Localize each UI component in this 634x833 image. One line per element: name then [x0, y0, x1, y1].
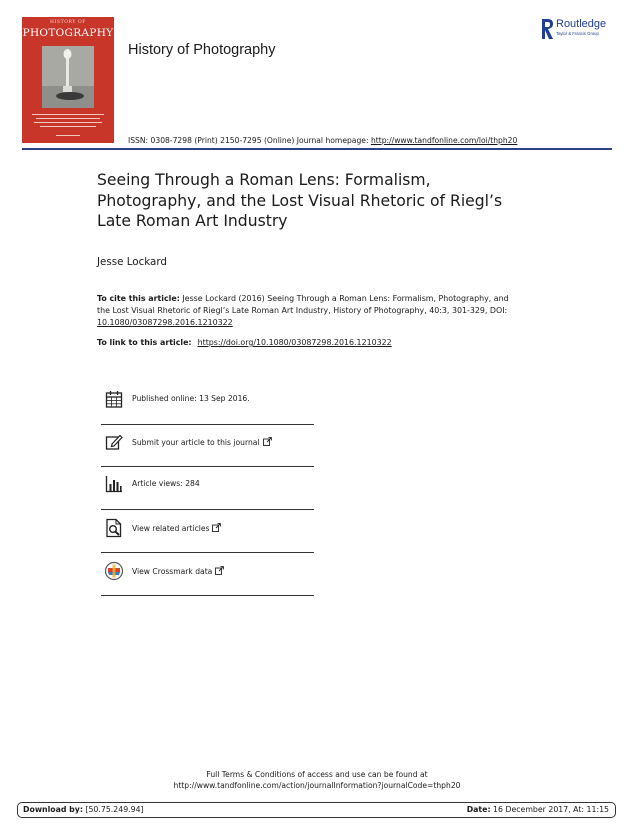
crossmark-label: View Crossmark data	[132, 567, 213, 576]
cover-text-line	[32, 114, 104, 115]
terms-line: Full Terms & Conditions of access and use can be found at	[206, 770, 428, 779]
crossmark-row[interactable]	[101, 561, 314, 603]
cover-title-small: HISTORY OF	[50, 20, 86, 25]
date-value: 16 December 2017, At: 11:15	[490, 805, 609, 814]
row-divider	[101, 466, 314, 467]
download-label: Download by:	[23, 805, 83, 814]
edit-icon	[104, 432, 124, 452]
row-divider	[101, 552, 314, 553]
citation-block	[97, 293, 512, 329]
external-link-icon	[263, 437, 272, 446]
publisher-subname: Taylor & Francis Group	[556, 31, 599, 36]
submit-article-row[interactable]	[101, 432, 314, 474]
date-label: Date:	[466, 805, 491, 814]
routledge-r-icon	[540, 18, 554, 40]
publisher-name: Routledge	[556, 18, 607, 30]
document-search-icon	[104, 518, 124, 538]
issn-line	[128, 136, 517, 145]
issn-text: ISSN: 0308-7298 (Print) 2150-7295 (Online) Journal homepage:	[128, 136, 371, 145]
related-articles-label: View related articles	[132, 524, 210, 533]
terms-notice	[0, 769, 634, 791]
article-views: Article views: 284	[132, 479, 200, 488]
cover-title: PHOTOGRAPHY	[22, 27, 114, 39]
routledge-logo	[540, 18, 616, 42]
journal-homepage-link[interactable]: http://www.tandfonline.com/loi/thph20	[370, 136, 518, 145]
related-articles-row[interactable]	[101, 518, 314, 560]
article-title: Seeing Through a Roman Lens: Formalism, Photography, and the Lost Visual Rhetoric of Riegl’s Late Roman Art Industry	[97, 171, 503, 230]
link-to-article	[97, 338, 392, 347]
row-divider	[101, 509, 314, 510]
bar-chart-icon	[104, 474, 124, 494]
download-date	[467, 805, 609, 814]
row-divider	[101, 424, 314, 425]
published-date: Published online: 13 Sep 2016.	[132, 394, 250, 403]
cover-text-line	[34, 122, 102, 123]
external-link-icon	[215, 566, 224, 575]
header-divider	[22, 148, 612, 150]
cover-text-line	[36, 118, 100, 119]
journal-title[interactable]: History of Photography	[128, 42, 276, 58]
calendar-icon	[104, 389, 124, 409]
external-link-icon	[212, 523, 221, 532]
row-divider	[101, 595, 314, 596]
download-by	[23, 805, 144, 814]
related-articles-link[interactable]	[132, 523, 221, 533]
download-ip: [50.75.249.94]	[82, 805, 144, 814]
doi-link[interactable]: 10.1080/03087298.2016.1210322	[97, 318, 233, 327]
crossmark-icon	[104, 561, 124, 581]
submit-article-label: Submit your article to this journal	[132, 438, 260, 447]
article-author: Jesse Lockard	[97, 256, 167, 268]
cover-text-line	[40, 126, 96, 127]
terms-link[interactable]: http://www.tandfonline.com/action/journalInformation?journalCode=thph20	[173, 781, 461, 790]
download-info-box	[17, 802, 616, 818]
cover-photo	[42, 46, 94, 108]
article-doi-url[interactable]: https://doi.org/10.1080/03087298.2016.1210322	[197, 338, 392, 347]
crossmark-link[interactable]	[132, 566, 224, 576]
cite-text: Jesse Lockard (2016) Seeing Through a Roman Lens: Formalism, Photography, and the Lost Visual Rhetoric of Riegl’s Late Roman Art Industry, History of Photography, 40:3, 301-329, DOI:	[97, 294, 509, 315]
journal-cover	[22, 17, 114, 143]
cover-text-line	[56, 135, 80, 136]
cite-label: To cite this article:	[97, 294, 180, 303]
link-label: To link to this article:	[97, 338, 192, 347]
submit-article-link[interactable]	[132, 437, 272, 447]
